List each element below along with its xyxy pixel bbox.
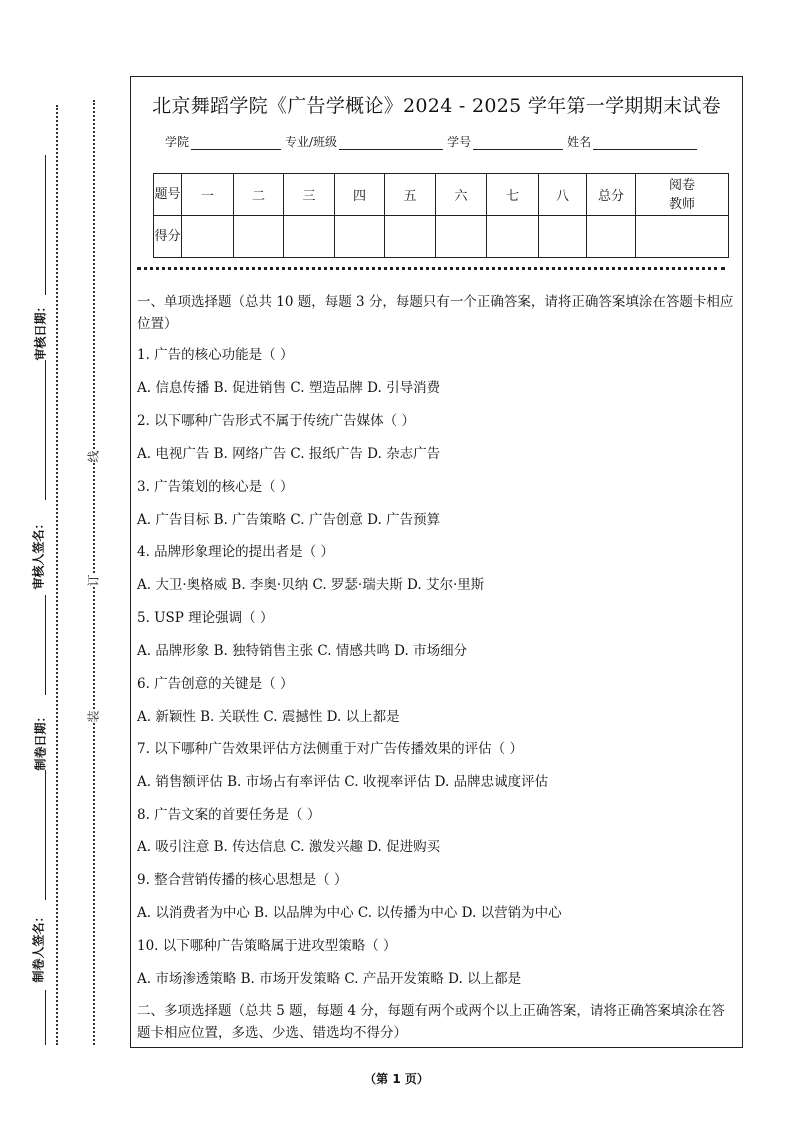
- dotted-divider: [137, 267, 725, 270]
- table-row-head: 题号: [154, 174, 182, 216]
- question-options: A. 信息传播 B. 促进销售 C. 塑造品牌 D. 引导消费: [137, 380, 441, 396]
- score-cell[interactable]: [335, 216, 385, 258]
- dotted-cut-line: [93, 100, 95, 1045]
- question: 3. 广告策划的核心是（ ）: [137, 479, 294, 495]
- binding-char: 订: [86, 574, 101, 587]
- college-input-line[interactable]: [191, 137, 281, 150]
- question-options: A. 市场渗透策略 B. 市场开发策略 C. 产品开发策略 D. 以上都是: [137, 971, 522, 987]
- score-cell[interactable]: [636, 216, 729, 258]
- signature-line: [45, 155, 46, 295]
- section-2-heading: 二、多项选择题（总共 5 题，每题 4 分，每题有两个或两个以上正确答案，请将正确答案填涂在答题卡相应位置，多选、少选、错选均不得分）: [137, 1003, 725, 1041]
- table-col-head: 阅卷教师: [636, 174, 729, 216]
- binding-char: 装: [86, 710, 101, 723]
- dotted-cut-line: [56, 105, 58, 1045]
- section-1-heading: 一、单项选择题（总共 10 题，每题 3 分，每题只有一个正确答案，请将正确答案填涂在答题卡相应位置）: [137, 294, 734, 332]
- binding-char: 线: [86, 450, 101, 463]
- exam-title: 北京舞蹈学院《广告学概论》2024 - 2025 学年第一学期期末试卷: [152, 95, 721, 117]
- question: 1. 广告的核心功能是（ ）: [137, 347, 294, 363]
- question: 6. 广告创意的关键是（ ）: [137, 676, 294, 692]
- signature-line: [45, 770, 46, 900]
- question-options: A. 大卫·奥格威 B. 李奥·贝纳 C. 罗瑟·瑞夫斯 D. 艾尔·里斯: [137, 577, 485, 593]
- review-date-label: 审核日期：: [33, 300, 48, 361]
- question-options: A. 新颖性 B. 关联性 C. 震撼性 D. 以上都是: [137, 709, 400, 725]
- signature-line: [45, 990, 46, 1045]
- exam-date-label: 制卷日期：: [33, 710, 48, 771]
- score-cell[interactable]: [539, 216, 587, 258]
- table-col-head: 四: [335, 174, 385, 216]
- question: 10. 以下哪种广告策略属于进攻型策略（ ）: [137, 938, 397, 954]
- question: 4. 品牌形象理论的提出者是（ ）: [137, 544, 334, 560]
- table-col-head: 七: [487, 174, 539, 216]
- major-class-label: 专业/班级: [285, 135, 338, 149]
- table-col-head: 二: [234, 174, 284, 216]
- question: 9. 整合营销传播的核心思想是（ ）: [137, 872, 348, 888]
- table-col-head: 三: [284, 174, 335, 216]
- score-cell[interactable]: [436, 216, 487, 258]
- page-number: （第 1 页）: [364, 1072, 429, 1086]
- name-input-line[interactable]: [593, 137, 697, 150]
- signature-line: [45, 360, 46, 500]
- college-label: 学院: [165, 135, 190, 149]
- score-cell[interactable]: [284, 216, 335, 258]
- exam-frame: [130, 76, 743, 1048]
- name-label: 姓名: [567, 135, 592, 149]
- student-id-label: 学号: [447, 135, 472, 149]
- question-options: A. 广告目标 B. 广告策略 C. 广告创意 D. 广告预算: [137, 512, 441, 528]
- question: 2. 以下哪种广告形式不属于传统广告媒体（ ）: [137, 413, 415, 429]
- score-cell[interactable]: [182, 216, 234, 258]
- maker-sign-label: 制卷人签名：: [31, 910, 46, 983]
- major-class-input-line[interactable]: [339, 137, 443, 150]
- score-cell[interactable]: [587, 216, 636, 258]
- table-row-head: 得分: [154, 216, 182, 258]
- score-cell[interactable]: [385, 216, 436, 258]
- table-col-head: 一: [182, 174, 234, 216]
- table-col-head: 总分: [587, 174, 636, 216]
- question-options: A. 电视广告 B. 网络广告 C. 报纸广告 D. 杂志广告: [137, 446, 441, 462]
- question-options: A. 吸引注意 B. 传达信息 C. 激发兴趣 D. 促进购买: [137, 839, 441, 855]
- reviewer-sign-label: 审核人签名：: [31, 517, 46, 590]
- student-info-row: [165, 133, 701, 150]
- student-id-input-line[interactable]: [473, 137, 563, 150]
- question: 8. 广告文案的首要任务是（ ）: [137, 807, 321, 823]
- table-col-head: 八: [539, 174, 587, 216]
- question: 7. 以下哪种广告效果评估方法侧重于对广告传播效果的评估（ ）: [137, 741, 523, 757]
- table-col-head: 六: [436, 174, 487, 216]
- question: 5. USP 理论强调（ ）: [137, 610, 274, 626]
- question-options: A. 销售额评估 B. 市场占有率评估 C. 收视率评估 D. 品牌忠诚度评估: [137, 774, 549, 790]
- question-options: A. 品牌形象 B. 独特销售主张 C. 情感共鸣 D. 市场细分: [137, 643, 468, 659]
- score-table: [153, 173, 729, 258]
- score-cell[interactable]: [234, 216, 284, 258]
- signature-line: [45, 595, 46, 695]
- score-cell[interactable]: [487, 216, 539, 258]
- question-options: A. 以消费者为中心 B. 以品牌为中心 C. 以传播为中心 D. 以营销为中心: [137, 905, 562, 921]
- table-col-head: 五: [385, 174, 436, 216]
